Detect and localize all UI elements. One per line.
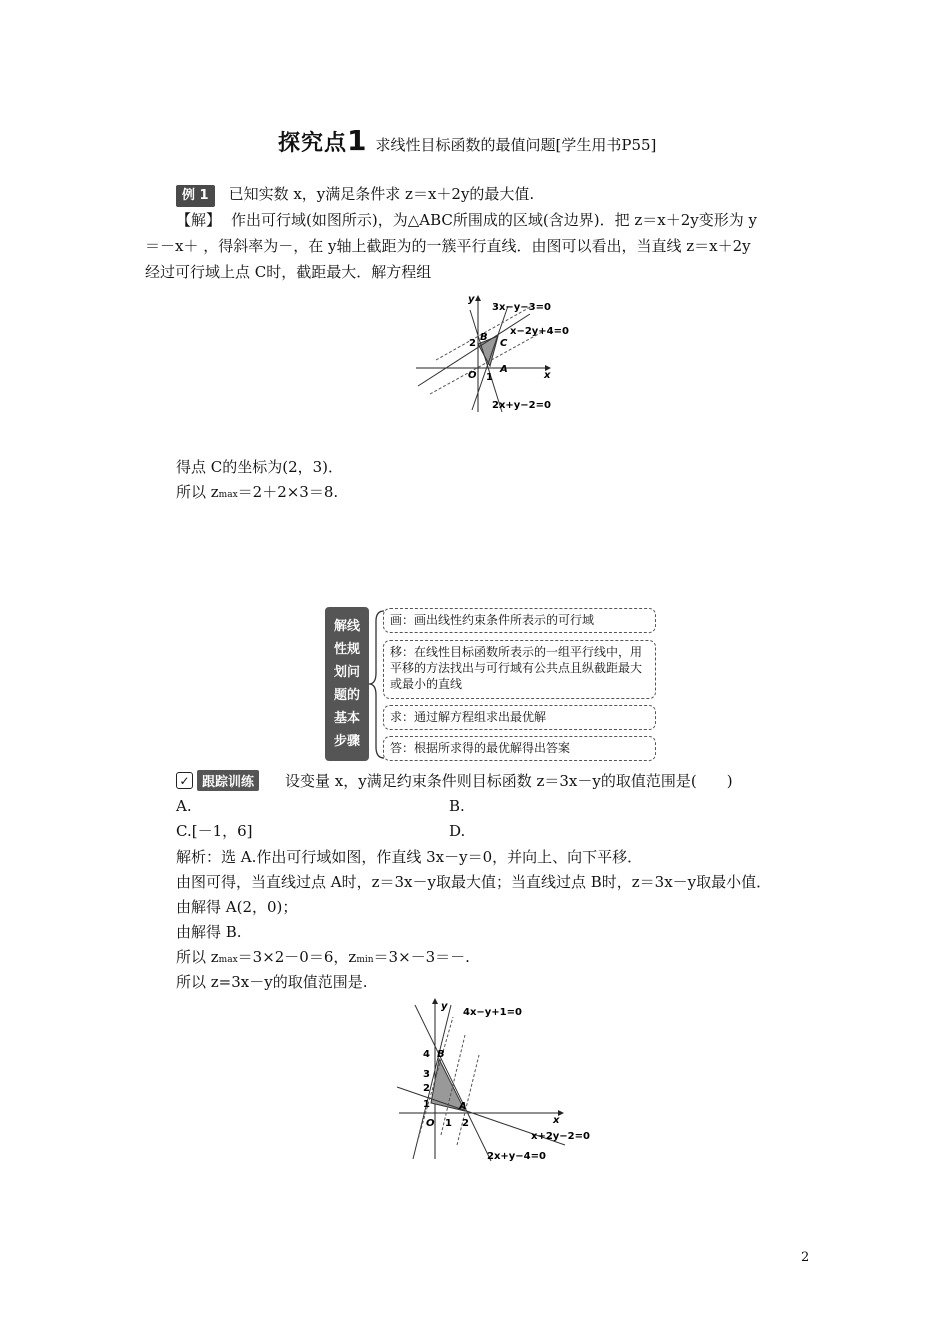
feasible-region-figure-2 — [395, 995, 595, 1165]
solution-line-2: ＝－x＋ ，得斜率为－，在 y轴上截距为的一簇平行直线．由图可以看出，当直线 z＝x＋2y — [145, 237, 751, 255]
origin-label: O — [468, 370, 477, 381]
line-3x-y-3 — [472, 306, 508, 410]
solution-text-1: 作出可行域(如图所示)，为△ABC所围成的区域(含边界)．把 z＝x＋2y变形为 y — [231, 211, 757, 229]
flowchart-title: 解线性规划问题的基本步骤 — [325, 607, 369, 761]
option-c: C.[－1，6] — [176, 822, 253, 840]
line-label-3: 2x+y−2=0 — [492, 400, 551, 411]
y-axis-label: y — [468, 294, 475, 305]
solution-label: 【解】 — [176, 211, 222, 229]
feasible-region-figure-1 — [412, 290, 569, 416]
y-tick-4: 4 — [423, 1049, 430, 1060]
check-icon: ✓ — [176, 772, 193, 789]
dashed-level-line-3 — [457, 1055, 479, 1145]
option-a: A. — [176, 797, 192, 815]
flowchart-step-3: 求：通过解方程组求出最优解 — [383, 705, 656, 730]
origin-label: O — [426, 1118, 435, 1129]
solution-line-3: 经过可行域上点 C时，截距最大．解方程组 — [145, 263, 432, 281]
y-axis-label: y — [441, 1001, 448, 1012]
option-d: D. — [449, 822, 466, 840]
analysis-line-1: 解析：选 A.作出可行域如图，作直线 3x－y＝0，并向上、向下平移． — [176, 848, 643, 866]
point-A-label: A — [459, 1101, 467, 1112]
heading-title: 求线性目标函数的最值问题[学生用书P55] — [375, 136, 657, 154]
analysis-line-3: 由解得 A(2，0)； — [176, 898, 298, 916]
line-label-3: 2x+y−4=0 — [487, 1151, 546, 1162]
y-tick-3: 3 — [423, 1069, 430, 1080]
training-badge — [176, 770, 259, 791]
result-prefix: 所以 z — [176, 483, 219, 501]
training-question: 设变量 x，y满足约束条件则目标函数 z＝3x－y的取值范围是( ) — [285, 772, 733, 790]
result-line-1: 得点 C的坐标为(2，3)． — [176, 458, 344, 476]
x-axis-label: x — [553, 1115, 560, 1126]
line-label-2: x−2y+4=0 — [510, 326, 569, 337]
x-tick-1: 1 — [445, 1118, 452, 1129]
flowchart-step-2: 移：在线性目标函数所表示的一组平行线中，用平移的方法找出与可行域有公共点且纵截距最大或最小的直线 — [383, 640, 656, 699]
result-subscript: max — [218, 490, 238, 500]
y-tick-2: 2 — [469, 338, 476, 349]
line-label-1: 3x−y−3=0 — [492, 302, 551, 313]
example-badge: 例 1 — [176, 185, 215, 207]
result-suffix: ＝2＋2×3＝8. — [237, 483, 339, 501]
point-C-label: C — [500, 338, 508, 349]
analysis-line-6: 所以 z=3x－y的取值范围是. — [176, 973, 368, 991]
example-problem-text: 已知实数 x，y满足条件求 z＝x＋2y的最大值. — [228, 185, 535, 203]
heading-label: 探究点1 — [278, 124, 368, 157]
y-tick-2: 2 — [423, 1083, 430, 1094]
flowchart-step-1: 画：画出线性约束条件所表示的可行域 — [383, 608, 656, 633]
example-problem — [176, 184, 534, 207]
analysis-line-5: 所以 zmax＝3×2－0＝6，zmin＝3×－3＝－. — [176, 948, 470, 966]
point-B-label: B — [437, 1049, 445, 1060]
section-heading — [278, 124, 656, 157]
page-number: 2 — [801, 1250, 810, 1265]
solution-line-1 — [176, 210, 757, 230]
line-label-2: x+2y−2=0 — [531, 1131, 590, 1142]
analysis-line-4: 由解得 B. — [176, 923, 242, 941]
x-tick-2: 2 — [462, 1118, 469, 1129]
y-tick-1: 1 — [423, 1099, 430, 1110]
training-badge-label: 跟踪训练 — [197, 770, 259, 791]
x-tick-1: 1 — [486, 372, 493, 383]
point-B-label: B — [480, 332, 488, 343]
flowchart-step-4: 答：根据所求得的最优解得出答案 — [383, 736, 656, 761]
line-label-1: 4x−y+1=0 — [463, 1007, 522, 1018]
analysis-line-2: 由图可得，当直线过点 A时，z＝3x－y取最大值；当直线过点 B时，z＝3x－y取最小值． — [176, 873, 772, 891]
x-axis-label: x — [544, 370, 551, 381]
result-line-2 — [176, 482, 338, 505]
point-A-label: A — [500, 364, 508, 375]
option-b: B. — [449, 797, 465, 815]
